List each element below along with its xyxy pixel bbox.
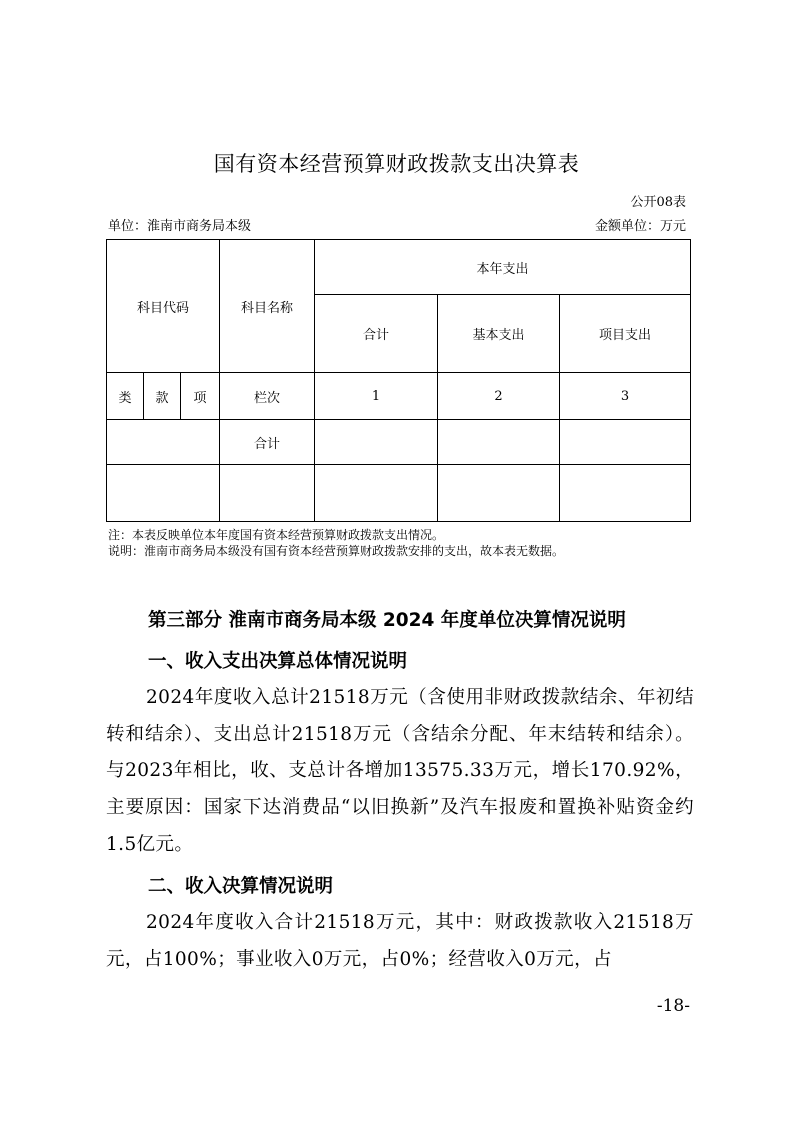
section1-heading: 一、收入支出决算总体情况说明 <box>148 651 408 672</box>
lanci-3: 3 <box>560 373 691 420</box>
table-row <box>107 373 691 420</box>
header-subject-name: 科目名称 <box>220 240 315 373</box>
empty-cell <box>438 465 560 522</box>
sub-header-xiang: 项 <box>181 373 220 420</box>
header-basic: 基本支出 <box>438 295 560 373</box>
page-number: -18- <box>656 996 690 1016</box>
total-basic <box>438 420 560 465</box>
header-subject-code: 科目代码 <box>107 240 220 373</box>
total-project <box>560 420 691 465</box>
lanci-2: 2 <box>438 373 560 420</box>
lanci-1: 1 <box>315 373 438 420</box>
table-code: 公开08表 <box>630 195 686 210</box>
header-year-expense: 本年支出 <box>315 240 691 295</box>
section1-paragraph: 2024年度收入总计21518万元（含使用非财政拨款结余、年初结转和结余）、支出总计21518万元（含结余分配、年末结转和结余）。与2023年相比，收、支总计各增加13575.33万元，增长170.92%，主要原因：国家下达消费品“以旧换新”及汽车报废和置换补贴资金约1.5亿元。 <box>106 687 694 855</box>
expenditure-table <box>106 239 691 522</box>
amount-unit: 金额单位：万元 <box>594 219 686 234</box>
row-total-label: 合计 <box>220 420 315 465</box>
table-row <box>107 465 691 522</box>
empty-cell <box>107 465 220 522</box>
row-lanci-label: 栏次 <box>220 373 315 420</box>
table-title: 国有资本经营预算财政拨款支出决算表 <box>213 152 580 176</box>
section2-paragraph: 2024年度收入合计21518万元，其中：财政拨款收入21518万元，占100%；事业收入0万元，占0%；经营收入0万元，占 <box>106 912 694 970</box>
empty-cell <box>315 465 438 522</box>
table-row <box>107 420 691 465</box>
unit-label: 单位：淮南市商务局本级 <box>108 219 252 234</box>
table-note: 注：本表反映单位本年度国有资本经营预算财政拨款支出情况。 <box>108 528 445 542</box>
empty-cell <box>560 465 691 522</box>
sub-header-lei: 类 <box>107 373 144 420</box>
total-value <box>315 420 438 465</box>
section2-heading: 二、收入决算情况说明 <box>148 876 334 897</box>
empty-cell <box>220 465 315 522</box>
sub-header-kuan: 款 <box>144 373 181 420</box>
table-explanation: 说明：淮南市商务局本级没有国有资本经营预算财政拨款安排的支出，故本表无数据。 <box>108 544 565 558</box>
header-project: 项目支出 <box>560 295 691 373</box>
header-total: 合计 <box>315 295 438 373</box>
total-code-cell <box>107 420 220 465</box>
part3-heading: 第三部分 淮南市商务局本级 2024 年度单位决算情况说明 <box>148 610 626 631</box>
